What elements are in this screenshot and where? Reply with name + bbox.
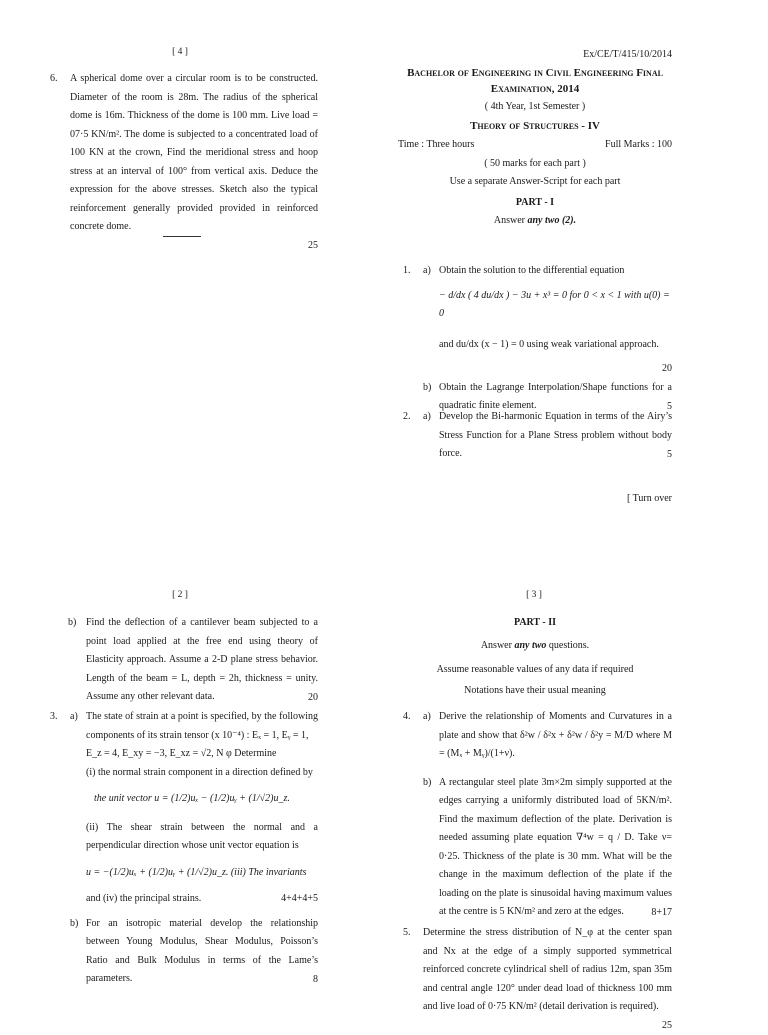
page-number-3: [ 3 ]	[514, 587, 554, 605]
part2-header	[398, 614, 672, 700]
question-number: 6.	[50, 70, 70, 237]
part1-instruction	[398, 212, 672, 231]
question-marks: 25	[50, 237, 318, 256]
page-number-2: [ 2 ]	[160, 587, 200, 605]
time-marks-row	[398, 136, 672, 155]
question-text: Develop the Bi-harmonic Equation in terms of the Airy’s Stress Function for a Plane Stress problem without body force.	[439, 408, 672, 464]
part1-heading: PART - I	[398, 194, 672, 213]
sub-label: b)	[68, 614, 86, 707]
end-rule	[163, 236, 201, 237]
question-1	[403, 262, 672, 416]
question-number: 4.	[403, 708, 423, 764]
question-marks: 4+4+4+5	[281, 890, 318, 909]
marks-each-part: ( 50 marks for each part )	[398, 155, 672, 174]
unit-vector-equation: the unit vector u = (1/2)uₓ − (1/2)uᵧ + (1/√2)u_z.	[86, 782, 318, 819]
assume-note: Assume reasonable values of any data if required	[398, 661, 672, 680]
question-6	[50, 70, 318, 255]
subject-title: Theory of Structures - IV	[398, 116, 672, 136]
normal-strain-text: (i) the normal strain component in a direction defined by	[86, 764, 318, 783]
question-text: A rectangular steel plate 3m×2m simply supported at the edges carrying a uniformly distributed load of 5KN/m². Find the maximum deflection of the plate. Derivation is needed assuming plate equation ∇⁴w = q / D. Take ν= 0·25. Thickness of the plate is 30 mm. What will be the change in the maximum deflection of the plate if the loading on the plate is sinusoidal having maximum values at the centre is 5 KN/m² and zero at the edges.	[439, 774, 672, 922]
question-4	[403, 708, 672, 922]
question-marks: 20	[68, 689, 318, 708]
instruction-emphasis: any two (2).	[528, 215, 577, 226]
sub-label: a)	[70, 708, 86, 745]
boundary-condition: and du/dx (x − 1) = 0 using weak variational approach.	[439, 332, 672, 355]
question-number: 5.	[403, 924, 423, 1017]
time-allowed: Time : Three hours	[398, 136, 474, 155]
principal-strains-row	[86, 890, 318, 909]
instruction-emphasis: any two	[514, 640, 546, 651]
question-5	[403, 924, 672, 1035]
exam-title-line2: Examination, 2014	[398, 81, 672, 98]
strain-components: E_z = 4, E_xy = −3, E_xz = √2, N φ Determine	[86, 745, 318, 764]
semester: ( 4th Year, 1st Semester )	[398, 98, 672, 117]
question-2b	[68, 614, 318, 707]
notations-note: Notations have their usual meaning	[398, 682, 672, 701]
question-marks: 25	[403, 1017, 672, 1035]
sub-label: b)	[70, 915, 86, 989]
question-marks: 8	[50, 971, 318, 990]
sub-label: a)	[423, 708, 439, 764]
turn-over: [ Turn over	[560, 490, 672, 509]
shear-strain-text: (ii) The shear strain between the normal and a perpendicular direction whose unit vector equation is	[86, 819, 318, 856]
part2-heading: PART - II	[398, 614, 672, 633]
question-text: The state of strain at a point is specified, by the following components of its strain tensor (x 10⁻⁴) : Eₓ = 1, Eᵧ = 1,	[86, 708, 318, 745]
full-marks: Full Marks : 100	[605, 136, 672, 155]
question-marks: 5	[403, 398, 672, 417]
question-marks: 20	[403, 360, 672, 379]
exam-title-line1: Bachelor of Engineering in Civil Engineering Final	[398, 65, 672, 82]
differential-equation: − d/dx ( 4 du/dx ) − 3u + x³ = 0 for 0 < x < 1 with u(0) = 0	[439, 281, 672, 332]
instruction-text: Answer	[494, 215, 525, 226]
perpendicular-vector-equation: u = −(1/2)uₓ + (1/2)uᵧ + (1/√2)u_z. (iii) The invariants	[86, 856, 318, 891]
question-text: Determine the stress distribution of N_φ at the center span and Nx at the edge of a simply supported symmetrical reinforced concrete cylindrical shell of radius 12m, span 35m and central angle 120° under dead load of thickness 100 mm and live load of 0·75 KN/m² (detail derivation is required).	[423, 924, 672, 1017]
question-number: 1.	[403, 262, 423, 281]
question-2	[403, 408, 672, 464]
question-text: Obtain the solution to the differential equation	[439, 262, 672, 281]
sub-label: a)	[423, 262, 439, 281]
document-code: Ex/CE/T/415/10/2014	[398, 46, 672, 65]
question-3	[50, 708, 318, 989]
exam-header	[398, 46, 672, 231]
instruction-text: questions.	[549, 640, 589, 651]
part2-instruction	[398, 637, 672, 656]
question-text: Derive the relationship of Moments and Curvatures in a plate and show that δ²w / δ²x + δ²w / δ²y = M/D where M = (Mₓ + Mᵧ)/(1+ν).	[439, 708, 672, 764]
instruction-text: Answer	[481, 640, 512, 651]
question-text: Find the deflection of a cantilever beam subjected to a point load applied at the free end using theory of Elasticity approach. Assume a 2-D plane stress behavior. Length of the beam = L, depth = 2h, thickness = unity. Assume any other relevant data.	[86, 614, 318, 707]
question-text: A spherical dome over a circular room is to be constructed. Diameter of the room is 28m. The radius of the spherical dome is 16m. Thickness of the dome is 100 mm. Live load = 07·5 KN/m². The dome is subjected to a concentrated load of 100 KN at the crown, Find the meridional stress and hoop stress at an interval of 100° from vertical axis. Deduce the expression for the above stresses. Sketch also the typical reinforcement generally provided provided in reinforced concrete dome.	[70, 70, 318, 237]
question-marks: 8+17	[403, 904, 672, 923]
question-marks: 5	[403, 446, 672, 465]
sub-label: b)	[423, 379, 439, 416]
sub-label: b)	[423, 774, 439, 922]
question-text: For an isotropic material develop the relationship between Young Modulus, Shear Modulus, Poisson’s Ratio and Bulk Modulus in terms of the Lame’s parameters.	[86, 915, 318, 989]
question-number: 2.	[403, 408, 423, 464]
sub-label: a)	[423, 408, 439, 464]
question-number: 3.	[50, 708, 70, 745]
page-number-4: [ 4 ]	[160, 44, 200, 62]
principal-strains-text: and (iv) the principal strains.	[86, 890, 201, 909]
answer-script-note: Use a separate Answer-Script for each part	[398, 173, 672, 192]
question-text: Obtain the Lagrange Interpolation/Shape functions for a quadratic finite element.	[439, 379, 672, 416]
